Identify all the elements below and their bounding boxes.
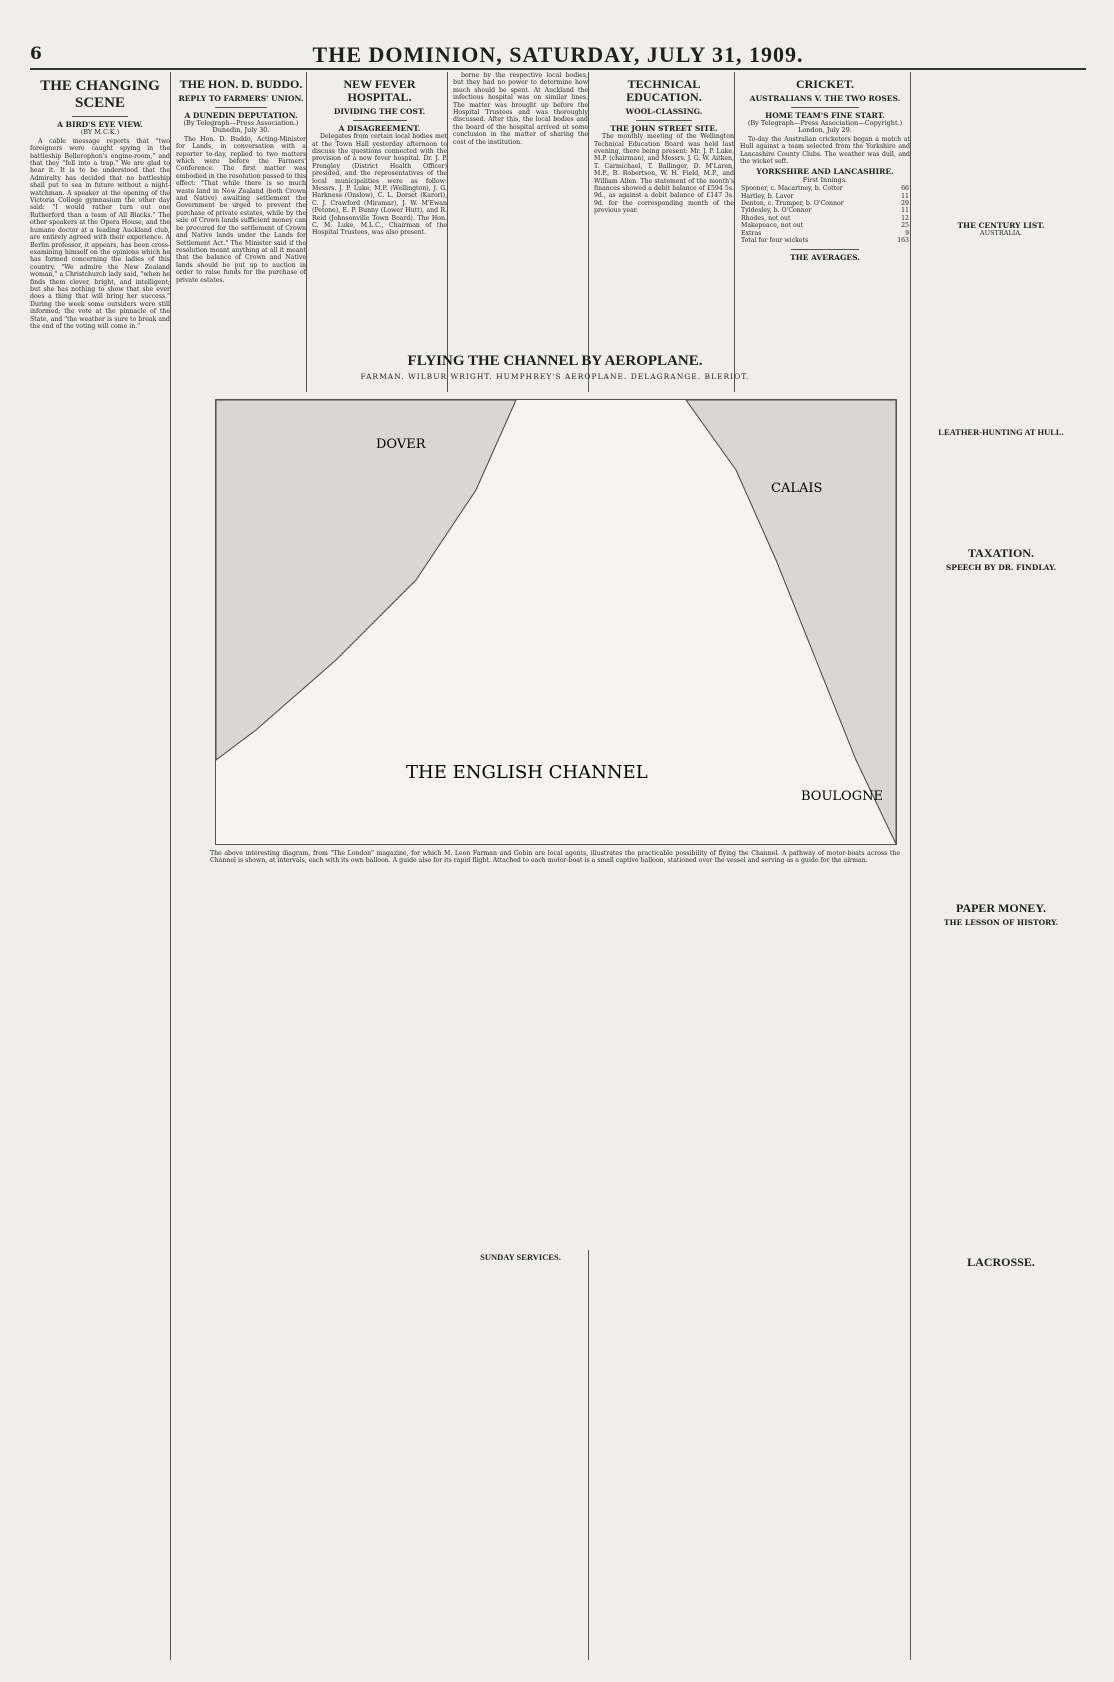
article-subheading: A DUNEDIN DEPUTATION. xyxy=(184,110,298,120)
masthead xyxy=(30,42,1086,70)
table-row xyxy=(740,207,910,214)
article-heading: THE CHANGING SCENE xyxy=(40,78,160,111)
article-heading: TAXATION. xyxy=(968,546,1034,561)
article-subheading: THE CENTURY LIST. xyxy=(957,221,1045,230)
article-subheading: THE JOHN STREET SITE. xyxy=(610,123,718,133)
map-label-channel: THE ENGLISH CHANNEL xyxy=(406,762,648,783)
batsman-name: Total for four wickets xyxy=(741,237,809,245)
batsman-name: Tyldesley, b. O'Connor xyxy=(741,207,812,215)
feature-title-block xyxy=(215,353,895,381)
batsman-name: Rhodes, not out xyxy=(741,214,791,222)
article-subheading: THE AVERAGES. xyxy=(790,252,860,262)
newspaper-title: THE DOMINION, SATURDAY, JULY 31, 1909. xyxy=(312,42,804,67)
runs: 12 xyxy=(901,214,909,222)
column-cricket xyxy=(740,72,911,1660)
dateline: (By Telegraph—Press Association—Copyright.) London, July 29. xyxy=(747,119,903,135)
column-fever-hospital-cont xyxy=(453,72,589,392)
article-subheading: REPLY TO FARMERS' UNION. xyxy=(178,94,304,104)
column-technical-education xyxy=(594,72,735,392)
batsman-name: Hartley, b. Laver xyxy=(741,192,794,200)
article-heading: TECHNICAL EDUCATION. xyxy=(626,77,702,105)
article-subheading: AUSTRALIANS V. THE TWO ROSES. xyxy=(749,94,901,104)
dateline: (By Telegraph—Press Association.) Dunedin, July 30. xyxy=(183,119,299,135)
table-row xyxy=(740,222,910,229)
feature-labels: FARMAN. WILBUR WRIGHT. HUMPHREY'S AEROPLANE. DELAGRANGE. BLERIOT. xyxy=(360,372,750,381)
channel-diagram xyxy=(215,399,897,845)
article-subheading: WOOL-CLASSING. xyxy=(625,107,703,117)
runs: 11 xyxy=(901,207,909,215)
batsman-name: Spooner, c. Macartney, b. Cotter xyxy=(741,185,843,193)
table-row xyxy=(740,200,910,207)
table-row xyxy=(740,230,910,237)
byline: (BY M.C.K.) xyxy=(80,128,120,137)
column-sport-and-taxation xyxy=(916,72,1086,1660)
table-row xyxy=(740,193,910,200)
column-sunday-services xyxy=(453,1250,589,1660)
article-subheading: HOME TEAM'S FINE START. xyxy=(765,110,885,120)
table-row xyxy=(740,185,910,192)
article-text: To-day the Australian cricketers began a match at Hull against a team selected from the Yorkshire and Lancashire County Clubs. The weather was dull, and the wicket soft. xyxy=(740,135,910,166)
article-subheading: DIVIDING THE COST. xyxy=(333,107,426,117)
runs: 29 xyxy=(901,200,909,208)
article-heading: CRICKET. xyxy=(795,77,855,91)
scorecard-total xyxy=(740,237,910,244)
map-label-calais: CALAIS xyxy=(771,481,823,496)
runs: 11 xyxy=(901,192,909,200)
article-text: borne by the respective local bodies, but they had no power to determine how much should be spent. At Auckland the infectious hospital was on similar lines. The matter was brought up before the Hospital Trustees and was thoroughly discussed. After this, the local bodies and the board of the hospital arrived at some conclusion in the matter of sharing the cost of the institution. xyxy=(453,72,588,146)
feature-title: FLYING THE CHANNEL BY AEROPLANE. xyxy=(407,353,703,369)
feature-caption: The above interesting diagram, from "The London" magazine, for which M. Leon Farman and Gobin are local agents, illustrates the practicable possibility of flying the Channel. A pathway of motor-boats across the Channel is shown, at intervals, each with its own balloon. A guide also for its rapid flight. Attached to each motor-boat is a small captive balloon, stationed over the vessel and serving as a guide for the airman. xyxy=(210,850,900,865)
table-row xyxy=(740,215,910,222)
article-heading: LEATHER-HUNTING AT HULL. xyxy=(938,426,1064,437)
article-heading: NEW FEVER HOSPITAL. xyxy=(343,77,416,105)
page-number: 6 xyxy=(30,44,42,64)
map-label-dover: DOVER xyxy=(376,437,426,452)
article-text: The Hon. D. Buddo, Acting-Minister for Lands, in conversation with a reporter to-day, replied to two matters which were before the Farmers' Conference. The first matter was embodied in the resolution passed to this effect: "That while there is so much waste land in New Zealand (both Crown and Native) awaiting settlement the Government be urged to prevent the purchase of private estates, while by the sale of Crown lands sufficient money can be procured for the settlement of Crown and Native lands under the Lands for Settlement Act." The Minister said if the resolution meant anything at all it meant that the balance of Crown and Native lands should be put up to auction in order to raise funds for the purchase of private estates. xyxy=(176,135,306,284)
runs: 163 xyxy=(897,237,909,245)
article-text: The monthly meeting of the Wellington Technical Education Board was held last evening, there being present: Mr. J. P. Luke, M.P. (chairman), and Messrs. J. G. W. Aitken, T. Carmichael, T. Ballinger, D. M'Laren, M.P., B. Robertson, W. H. Field, M.P., and William Allen. The statement of the month's finances showed a debit balance of £594 5s. 9d., as against a debit balance of £147 3s. 9d. for the corresponding month of the previous year. xyxy=(594,133,734,215)
article-text: Delegates from certain local bodies met at the Town Hall yesterday afternoon to discuss the questions connected with the provision of a new fever hospital. Dr. J. P. Frengley (District Health Officer) presided, and the representatives of the local municipalities were as follow: Messrs. J. P. Luke, M.P. (Wellington), J. G. Harkness (Onslow), C. L. Dorset (Karori), C. J. Crawford (Miramar), J. W. M'Ewan (Petone), E. P. Bunny (Lower Hutt), and R. Reid (Johnsonville Town Board). The Hon. C. M. Luke, M.L.C., Chairman of the Hospital Trustees, was also present. xyxy=(312,133,447,237)
batsman-name: Denton, c. Trumper, b. O'Connor xyxy=(741,200,844,208)
column-fever-hospital xyxy=(312,72,448,392)
article-subheading: AUSTRALIA. xyxy=(979,229,1023,238)
column-buddo xyxy=(176,72,307,392)
article-subheading: A DISAGREEMENT. xyxy=(338,123,421,133)
runs: 66 xyxy=(901,185,909,193)
article-text: A cable message reports that "two foreigners were caught spying in the battleship Bellerophon's engine-room," and that they "fell into a trap." We are glad to hear it. It is to be understood that the Admiralty has decided that no battleship shall put to sea in future without a night-watchman. A speaker at the opening of the Victoria College gymnasium the other day said: "I would rather turn out one Rutherford than a team of All Blacks." The other speakers at the Opera House, and the humane doctor at a leading Auckland club, are entirely agreed with their experience. A Berlin professor, it appears, has been cross-examining himself on the opinions which he has formed concerning the ladies of this country. "We admire the New Zealand woman," a Christchurch lady said, "when he finds them clever, bright, and intelligent; but she has nothing to show that she ever does a thing that will bring her success." During the week some outsiders were still informed: the vote at the pinnacle of the State, and "the weather is sure to break and the end of the voting will come in." xyxy=(30,137,170,330)
table-heading: YORKSHIRE AND LANCASHIRE. xyxy=(756,167,894,177)
article-subheading: A BIRD'S EYE VIEW. xyxy=(57,120,143,129)
article-heading: THE HON. D. BUDDO. xyxy=(179,77,303,91)
scorecard-table xyxy=(740,185,910,237)
map-label-boulogne: BOULOGNE xyxy=(801,789,883,804)
runs: 9 xyxy=(905,229,909,237)
table-subheading: First Innings. xyxy=(802,175,848,184)
article-heading: SUNDAY SERVICES. xyxy=(480,1252,561,1262)
batsman-name: Makepeace, not out xyxy=(741,222,804,230)
table-row xyxy=(740,237,910,244)
article-subheading: SPEECH BY DR. FINDLAY. xyxy=(945,563,1057,573)
article-heading: LACROSSE. xyxy=(967,1255,1035,1270)
article-heading: PAPER MONEY. xyxy=(956,900,1046,915)
column-changing-scene xyxy=(30,72,171,1660)
batsman-name: Extras xyxy=(741,229,762,237)
runs: 25 xyxy=(901,222,909,230)
article-subheading: THE LESSON OF HISTORY. xyxy=(943,917,1059,927)
channel-diagram-svg xyxy=(216,400,896,844)
